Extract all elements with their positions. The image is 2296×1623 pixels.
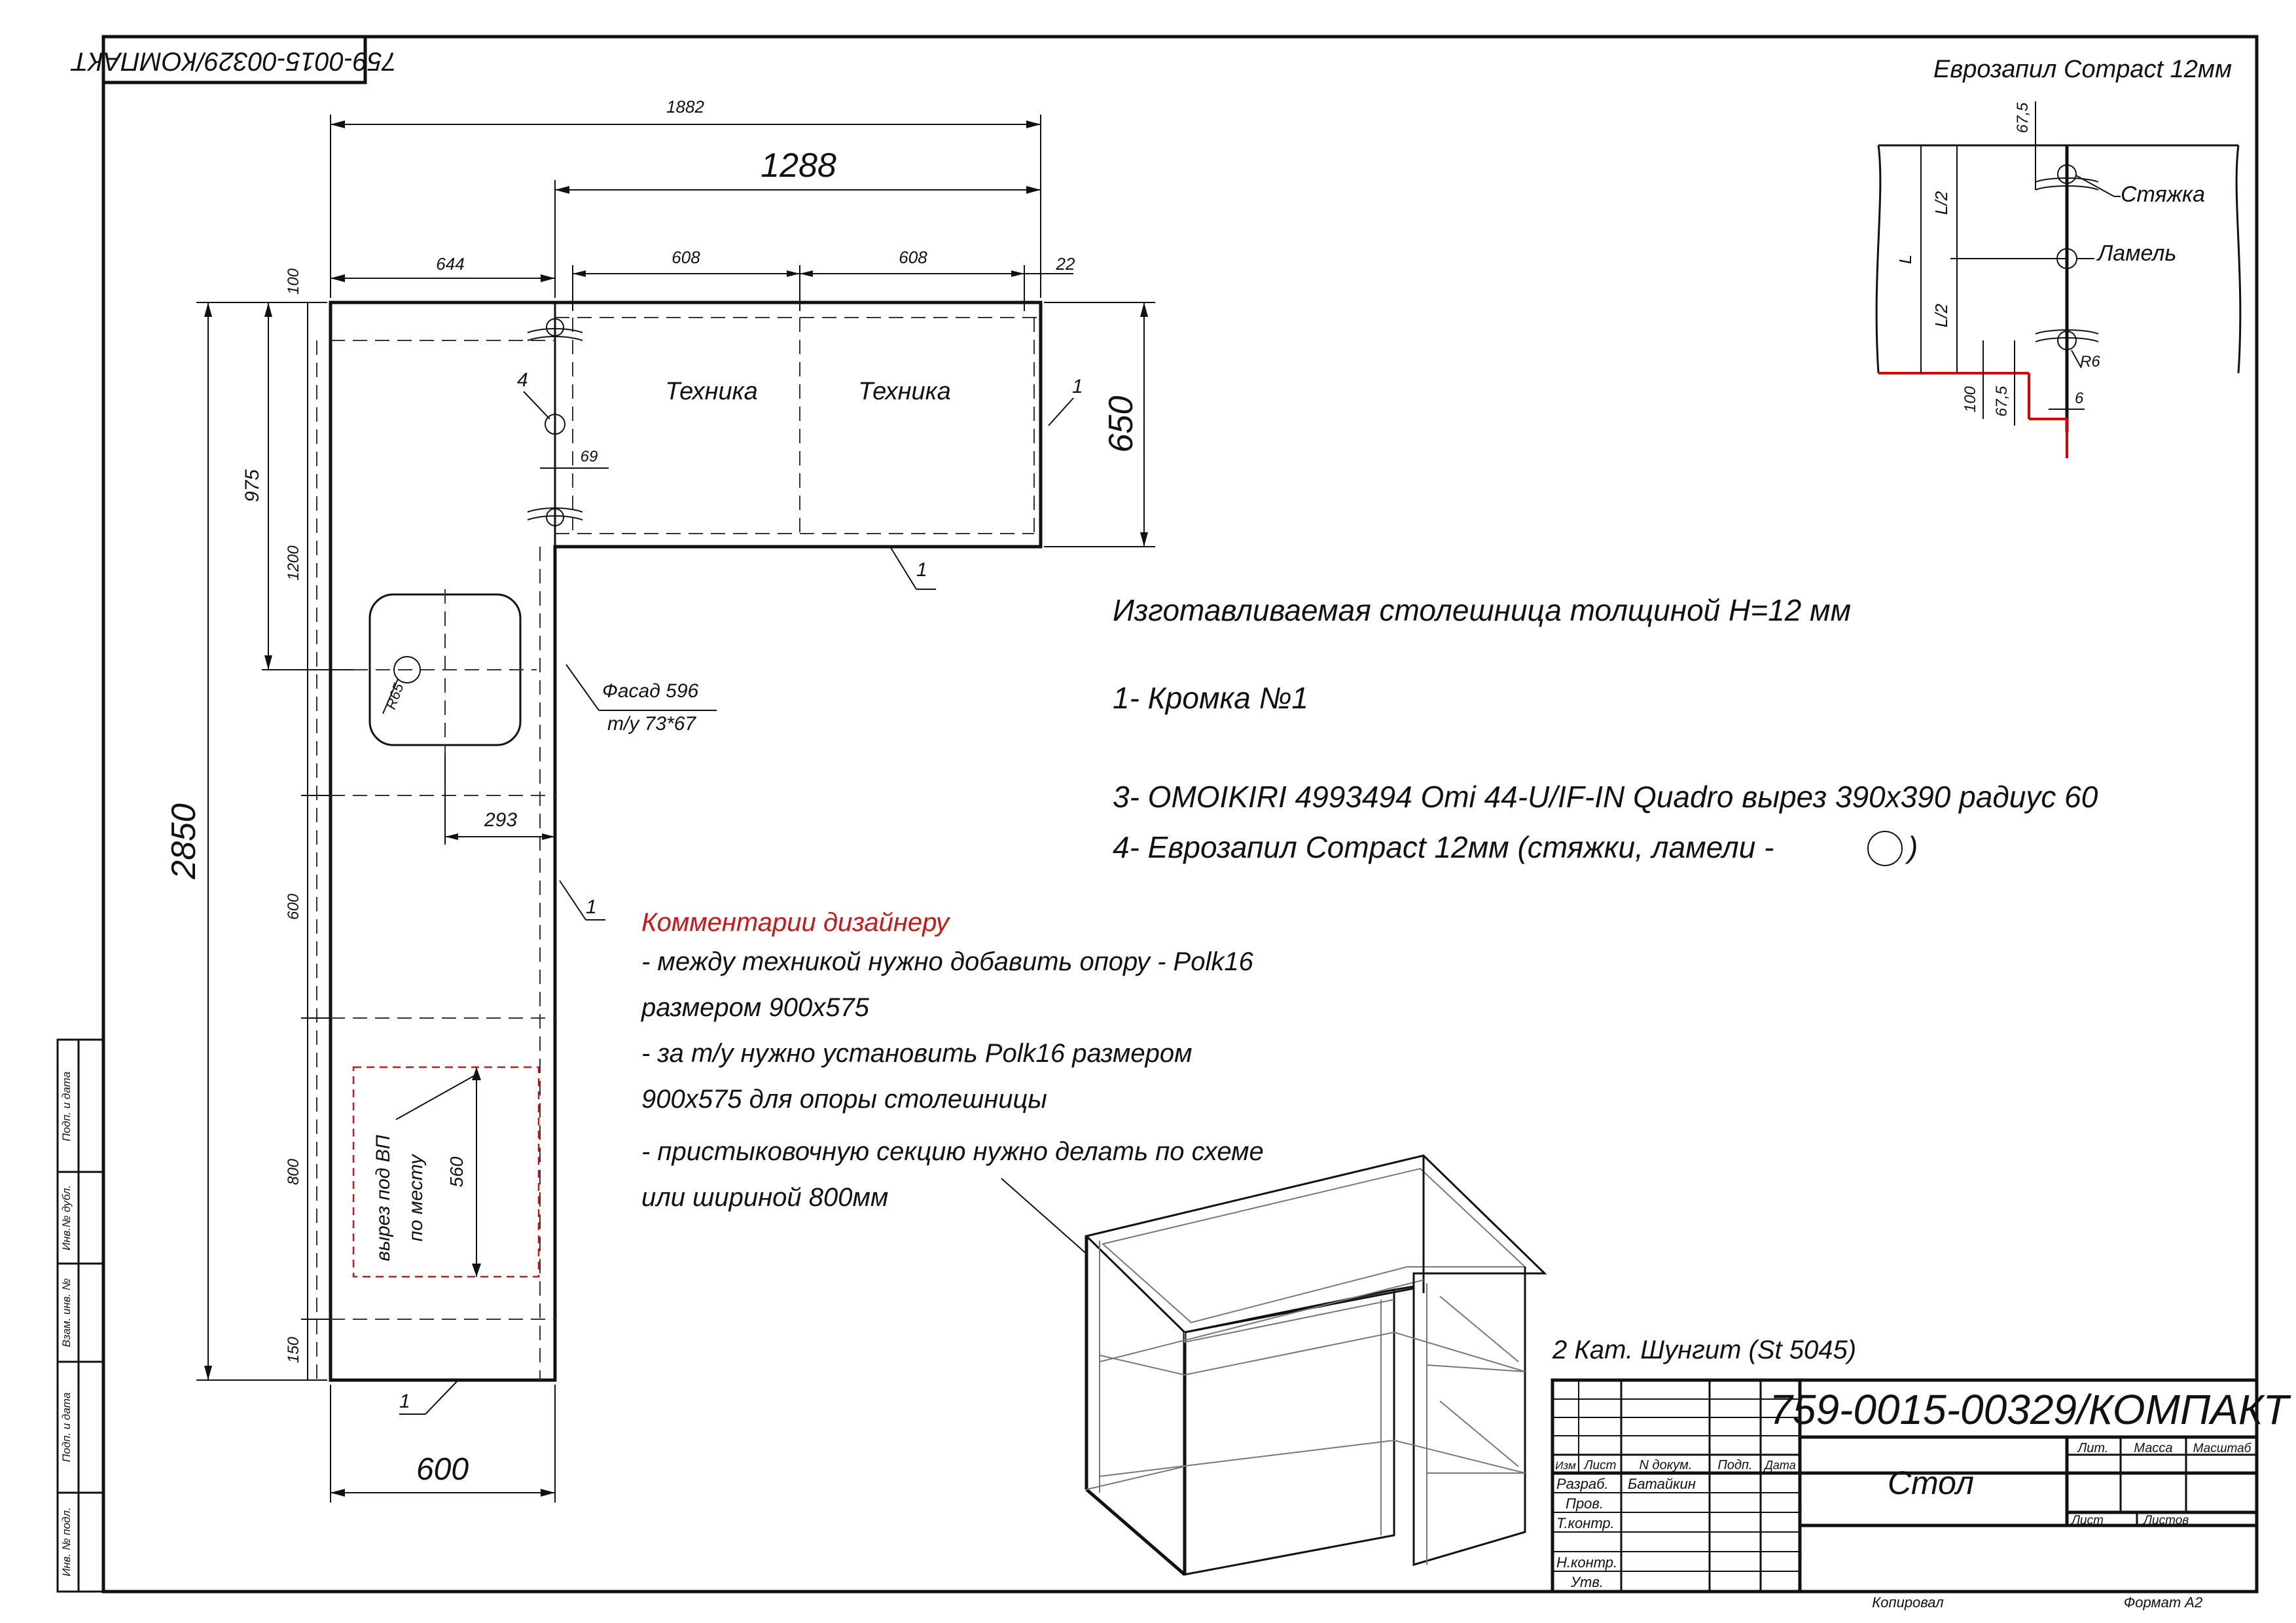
detail-dim-l2-bottom: L/2 (1931, 303, 1951, 328)
tb-name: Стол (1887, 1465, 1975, 1501)
note-4: 4- Еврозапил Compact 12мм (стяжки, ламели - (1113, 830, 1774, 864)
note-1: 1- Кромка №1 (1113, 681, 1308, 715)
detail-dim-675-bottom: 67,5 (1993, 386, 2011, 417)
note-4-end: ) (1908, 830, 1918, 864)
appliance-label-2: Техника (858, 378, 951, 405)
dim-560: 560 (446, 1156, 467, 1188)
dim-1288: 1288 (761, 147, 836, 185)
callout-1-end: 1 (399, 1391, 410, 1412)
side-strip (58, 1040, 103, 1592)
comment-line-5: - пристыковочную секцию нужно делать по схеме (641, 1137, 1264, 1166)
dim-600-v: 600 (285, 893, 302, 921)
note-4-circle-symbol (1868, 831, 1902, 866)
header-stamp-text: 759-0015-00329/КОМПАКТ (72, 46, 397, 76)
title-block (1552, 1380, 2291, 1611)
tb-row-prov: Пров. (1566, 1495, 1604, 1512)
dim-650: 650 (1102, 395, 1140, 453)
tb-row-razrab: Разраб. (1556, 1476, 1609, 1492)
comment-line-6: или шириной 800мм (641, 1183, 889, 1212)
dim-608-b: 608 (899, 247, 927, 267)
tb-massa: Масса (2134, 1441, 2173, 1455)
dim-2850: 2850 (165, 803, 203, 879)
comment-line-1: - между техникой нужно добавить опору - Polk16 (641, 947, 1253, 976)
tb-col-podp: Подп. (1717, 1458, 1753, 1472)
dim-150: 150 (285, 1336, 302, 1364)
tb-col-ndok: N докум. (1639, 1458, 1693, 1472)
material-label: 2 Кат. Шунгит (St 5045) (1552, 1336, 1857, 1364)
callout-1-bottom: 1 (916, 559, 927, 581)
dim-1882: 1882 (666, 97, 704, 117)
callout-1-right: 1 (1072, 376, 1083, 397)
detail-dim-L: L (1895, 254, 1915, 264)
tb-row-utv: Утв. (1571, 1574, 1604, 1590)
callout-4: 4 (517, 369, 528, 391)
comments-heading: Комментарии дизайнеру (641, 908, 950, 937)
cutout-label-1: вырез под ВП (372, 1135, 394, 1262)
detail-dim-l2-top: L/2 (1931, 191, 1951, 215)
designer-comments (641, 908, 1264, 1254)
dim-608-a: 608 (672, 247, 700, 267)
detail-dim-100: 100 (1962, 386, 1979, 413)
strip-vzam-inv: Взам. инв. № (60, 1278, 73, 1347)
cutout-label-2: по месту (405, 1154, 427, 1242)
detail-label-stjazhka: Стяжка (2121, 182, 2206, 207)
dim-975: 975 (242, 469, 263, 503)
comment-line-4: 900х575 для опоры столешницы (641, 1085, 1047, 1114)
countertop-outline (331, 302, 1041, 1380)
facade-label-2: т/у 73*67 (607, 713, 696, 735)
notes-block (1113, 593, 2098, 866)
strip-inv-podl: Инв. № подл. (60, 1507, 73, 1577)
strip-podp-data-2: Подп. и дата (60, 1071, 73, 1142)
comment-line-2: размером 900х575 (641, 993, 869, 1022)
tb-listov: Листов (2144, 1514, 2189, 1527)
comment-line-3: - за т/у нужно установить Polk16 размером (641, 1039, 1193, 1068)
tb-row-tkontr: Т.контр. (1556, 1515, 1615, 1531)
detail-dim-6: 6 (2075, 390, 2084, 407)
tb-razrab-name: Батайкин (1628, 1476, 1696, 1492)
dim-22: 22 (1056, 254, 1075, 274)
facade-label-1: Фасад 596 (602, 680, 699, 702)
note-3: 3- OMOIKIRI 4993494 Omi 44-U/IF-IN Quadro вырез 390х390 радиус 60 (1113, 780, 2098, 814)
tb-doc-number: 759-0015-00329/КОМПАКТ (1769, 1386, 2289, 1433)
callout-1-side: 1 (586, 896, 597, 918)
tb-format: Формат A2 (2123, 1594, 2203, 1611)
tb-lit: Лит. (2077, 1441, 2109, 1455)
dim-100: 100 (285, 268, 302, 295)
header-stamp (70, 37, 397, 82)
tb-row-nkontr: Н.контр. (1556, 1554, 1618, 1571)
strip-podp-data-1: Подп. и дата (60, 1392, 73, 1463)
dim-r65: R65 (382, 681, 407, 712)
strip-inv-dubl: Инв.№ дубл. (60, 1185, 73, 1250)
detail-caption: Еврозапил Compact 12мм (1933, 56, 2232, 83)
dim-800: 800 (285, 1158, 302, 1186)
countertop-plan (165, 97, 1155, 1503)
dim-600-h: 600 (416, 1452, 469, 1487)
appliance-label-1: Техника (665, 378, 758, 405)
tb-kopiroval: Копировал (1872, 1594, 1944, 1611)
detail-dim-r6: R6 (2080, 353, 2100, 371)
detail-dim-675-top: 67,5 (2014, 102, 2032, 134)
joint-detail (1876, 56, 2240, 458)
tb-col-list: Лист (1584, 1459, 1617, 1472)
dim-1200: 1200 (285, 545, 302, 581)
tb-masshtab: Масштаб (2193, 1442, 2251, 1455)
tb-col-data: Дата (1765, 1459, 1796, 1472)
corner-cabinet-sketch (1086, 1156, 1545, 1575)
tb-list: Лист (2072, 1514, 2104, 1527)
dim-293: 293 (484, 809, 518, 831)
note-title: Изготавливаемая столешница толщиной Н=12 мм (1113, 593, 1852, 627)
tb-col-izm: Изм (1555, 1459, 1576, 1472)
dim-69: 69 (580, 448, 598, 465)
dim-644: 644 (436, 254, 465, 274)
sheet-frame (103, 37, 2257, 1592)
detail-label-lamel: Ламель (2098, 241, 2177, 266)
